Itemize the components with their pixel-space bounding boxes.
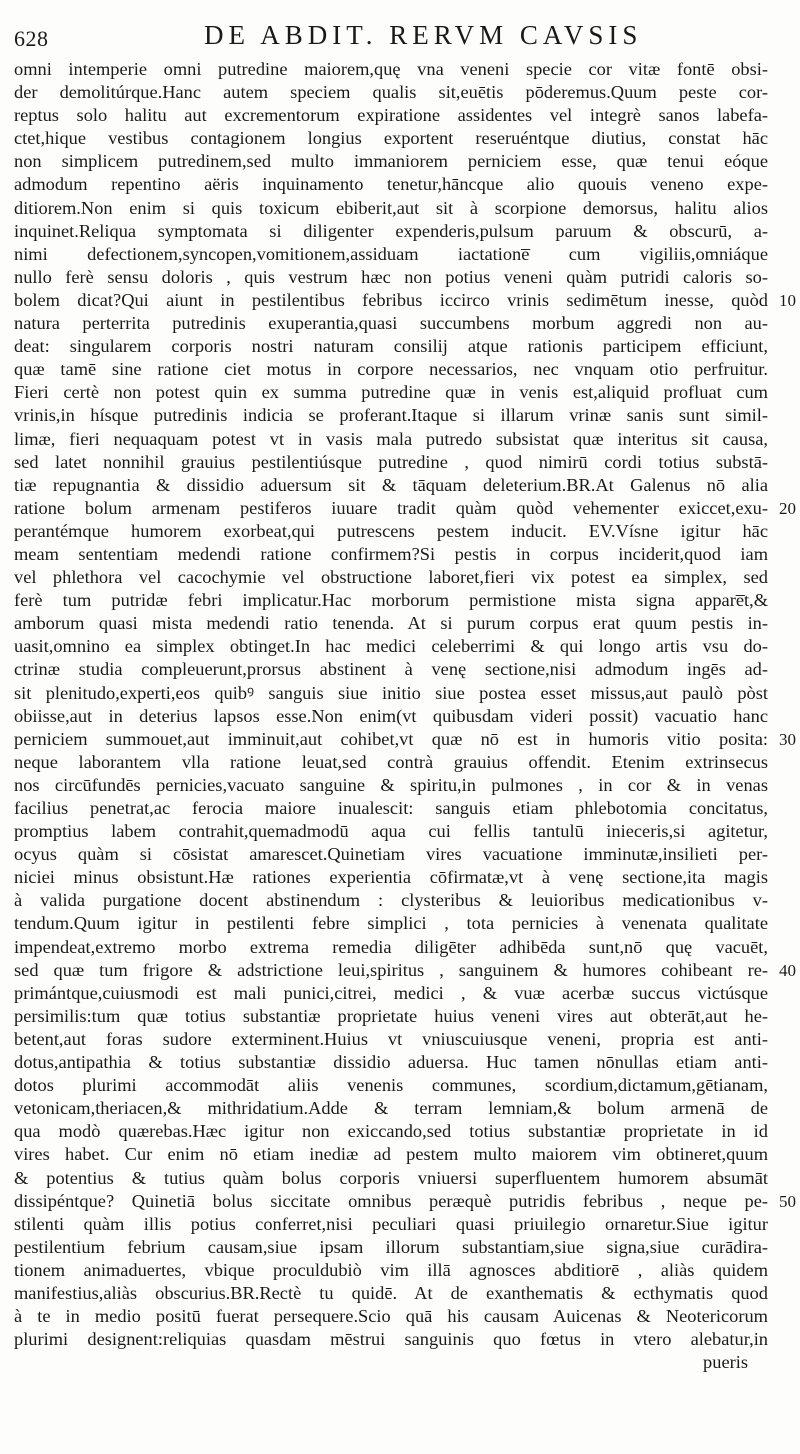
margin-line-number: 10: [779, 291, 796, 310]
text-line: limæ, fieri nequaquam potest vt in vasis mala putredo subsistat quæ interitus sit causa,: [14, 428, 768, 449]
text-line: tiæ repugnantia & dissidio aduersum sit & tāquam deleterium.BR.At Galenus nō alia: [14, 474, 768, 495]
text-line: niciei minus obsistunt.Hæ rationes experientia cōfirmatæ,vt à venę sectione,ita magis: [14, 867, 768, 888]
text-line: pestilentium febrium causam,siue ipsam illorum substantiam,siue signa,siue curādira-: [14, 1236, 768, 1257]
text-line: inquinet.Reliqua symptomata si diligenter expenderis,pulsum paruum & obscurū, a-: [14, 220, 768, 241]
text-line: sit plenitudo,experti,eos quibꝰ sanguis siue initio siue postea esset missus,aut paulò pòst: [14, 682, 768, 703]
text-line: dotos plurimi accommodāt aliis venenis communes, scordium,dictamum,gētianam,: [14, 1075, 768, 1096]
text-line: sed latet nonnihil grauius pestilentiúsque putredine , quod nimirū cordi totius substā-: [14, 451, 768, 472]
margin-line-number: 40: [779, 960, 796, 980]
text-line: natura perterrita putredinis exuperantia,quasi succumbens morbum aggredi non au-: [14, 313, 768, 334]
text-line: vetonicam,theriacen,& mithridatium.Adde & terram lemniam,& bolum armenā de: [14, 1098, 768, 1119]
text-line: non simplicem putredinem,sed multo immaniorem perniciem esse, quæ tenui eóque: [14, 151, 768, 172]
text-line: ocyus quàm si cōsistat amarescet.Quinetiam vires vacuatione imminutæ,insilieti per-: [14, 844, 768, 865]
text-line: admodum repentino aëris inquinamento tenetur,hāncque alio quouis veneno expe-: [14, 174, 768, 195]
text-line: ditiorem.Non enim si quis toxicum ebiberit,aut sit à scorpione demorsus, halitu alios: [14, 197, 768, 218]
running-title: DE ABDIT. RERVM CAVSIS: [204, 20, 643, 50]
text-line: ctet,hique vestibus contagionem longius exportent reseruéntque diutius, constat hāc: [14, 128, 768, 149]
text-line: der demolitúrque.Hanc autem speciem qualis sit,euētis pōderemus.Quum peste cor-: [14, 82, 768, 103]
text-line: stilenti quàm illis potius conferret,nisi peculiari quasi priuilegio ornaretur.Siue igitur: [14, 1213, 768, 1234]
text-line: neque laborantem vlla ratione leuat,sed contrà grauius offendit. Etenim extrinsecus: [14, 751, 768, 772]
text-line: impendeat,extremo morbo extrema remedia diligēter adhibēda sunt,nō quę vacuēt,: [14, 936, 768, 957]
text-line: vires habet. Cur enim nō etiam inediæ ad pestem multo maiorem vim obtineret,quum: [14, 1144, 768, 1165]
text-line: primántque,cuiusmodi est mali punici,citrei, medici , & vuæ acerbæ succus victúsque: [14, 982, 768, 1003]
body-text: [14, 58, 768, 1374]
text-line: persimilis:tum quæ totius substantiæ proprietate huius veneni vires aut obterāt,aut he-: [14, 1005, 768, 1026]
margin-line-number: 20: [779, 498, 796, 518]
text-line: ferè tum putridæ febri implicatur.Hac morborum permistione mista signa appare̅t,&: [14, 590, 768, 611]
text-line: nimi defectionem,syncopen,vomitionem,assiduam iactatione̅ cum vigiliis,omniáque: [14, 243, 768, 264]
text-line: reptus solo halitu aut excrementorum expiratione assidentes vel integrè sanos labefa-: [14, 105, 768, 126]
page-number: 628: [14, 26, 49, 51]
text-line: dotus,antipathia & totius substantiæ dissidio aduersa. Huc tamen nōnullas etiam anti-: [14, 1052, 768, 1073]
text-line: amborum quasi mista medendi ratio tenenda. At si purum corpus erat quum pestis in-: [14, 613, 768, 634]
margin-line-number: 50: [779, 1191, 796, 1211]
text-line: manifestius,aliàs obscurius.BR.Rectè tu quidē. At de exanthematis & ecthymatis quod: [14, 1282, 768, 1303]
text-line: uasit,omnino ea simplex obtinget.In hac medici celeberrimi & qui longo artis vsu do-: [14, 636, 768, 657]
text-line: sed quæ tum frigore & adstrictione leui,spiritus , sanguinem & humores cohibeant re-: [14, 959, 768, 980]
text-line: perniciem summouet,aut imminuit,aut cohibet,vt quæ nō est in humoris vitio posita:: [14, 728, 768, 749]
text-line: tendum.Quum igitur in pestilenti febre simplici , tota pernicies à venenata qualitate: [14, 913, 768, 934]
margin-line-number: 30: [779, 729, 796, 749]
page-header: [14, 20, 786, 54]
text-line: vrinis,in hísque putredinis indicia se proferant.Itaque si illarum vrinæ sanis sunt simil-: [14, 405, 768, 426]
text-line: perantémque humorem exorbeat,qui putrescens pestem inducit. EV.Vísne igitur hāc: [14, 520, 768, 541]
text-line: obiisse,aut in deterius lapsos esse.Non enim(vt quibusdam videri possit) vacuatio hanc: [14, 705, 768, 726]
text-line: quæ tamē sine ratione ciet motus in corpore necessarios, nec vnquam otio perfruitur.: [14, 359, 768, 380]
text-line: bolem dicat?Qui aiunt in pestilentibus febribus iccirco vrinis sedimētum inesse, quòd: [14, 289, 768, 310]
text-line: plurimi designent:reliquias quasdam mēstrui sanguinis quo fœtus in vtero alebatur,in: [14, 1329, 768, 1350]
text-line: nos circūfundēs pernicies,vacuato sanguine & spiritu,in pulmones , in cor & in venas: [14, 774, 768, 795]
text-line: & potentius & tutius quàm bolus corporis vniuersi superfluentem humorem absumāt: [14, 1167, 768, 1188]
text-line: betent,aut foras sudore exterminent.Huius vt vniuscuiusque veneni, propria est anti-: [14, 1028, 768, 1049]
text-line: à valida purgatione docent abstinendum : clysteribus & leuioribus medicationibus v-: [14, 890, 768, 911]
text-line: ratione bolum armenam pestiferos iuuare tradit quàm quòd vehementer exiccet,exu-: [14, 497, 768, 518]
text-line: nullo ferè sensu doloris , quis vestrum hæc non potius veneni quàm putridi caloris so-: [14, 266, 768, 287]
text-line: promptius labem contrahit,quemadmodū aqua cui fellis tantulū inieceris,si agitetur,: [14, 821, 768, 842]
text-line: pueris: [703, 1352, 748, 1373]
text-line: tionem animaduertes, vbique proculdubiò vim illā agnosces abditiorē , aliàs quidem: [14, 1259, 768, 1280]
text-line: meam sententiam medendi ratione confirmem?Si pestis in corpus inciderit,quod iam: [14, 543, 768, 564]
text-line: deat: singularem corporis nostri naturam consilij atque rationis participem efficiunt,: [14, 336, 768, 357]
text-line: Fieri certè non potest quin ex summa putredine quæ in venis est,aliquid profluat cum: [14, 382, 768, 403]
text-line: vel phlethora vel cacochymie vel obstructione laboret,fieri vix potest ea simplex, sed: [14, 567, 768, 588]
text-line: à te in medio positū fuerat persequere.Scio quā his causam Auicenas & Neotericorum: [14, 1306, 768, 1327]
text-line: dissipéntque? Quinetiā bolus siccitate omnibus peræquè putridis febribus , neque pe-: [14, 1190, 768, 1211]
text-line: facilius penetrat,ac ferocia maiore inualescit: sanguis etiam phlebotomia concitatus,: [14, 798, 768, 818]
text-line: qua modò quærebas.Hæc igitur non exiccando,sed totius substantiæ proprietate in id: [14, 1121, 768, 1142]
text-line: ctrinæ studia compleuerunt,prorsus abstinent à venę sectione,nisi admodum ingēs ad-: [14, 659, 768, 680]
text-line: omni intemperie omni putredine maiorem,quę vna veneni specie cor vitæ fontē obsi-: [14, 59, 768, 79]
